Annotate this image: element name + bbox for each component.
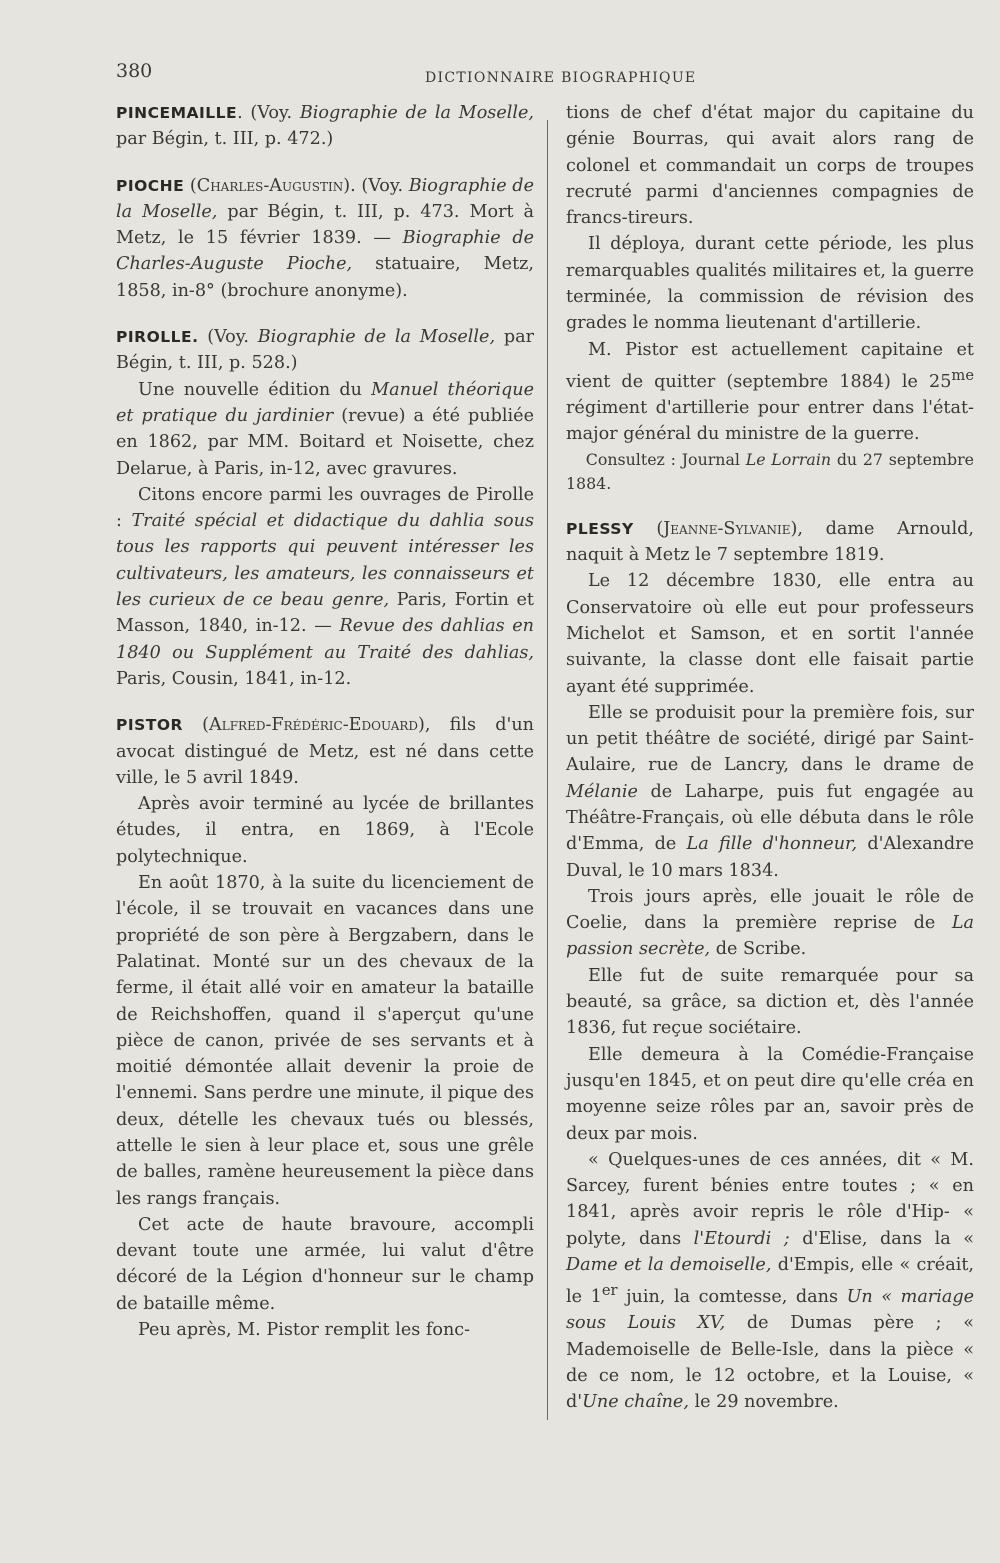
- paragraph: M. Pistor est actuellement capitaine et vient de quitter (septembre 1884) le $25^{me}$ régiment d'artillerie pour entrer dans l'état-major général du ministre de la guerre.: [566, 339, 974, 445]
- left-column: [116, 100, 534, 1343]
- column-divider: [547, 120, 548, 1420]
- paragraph: Une nouvelle édition du Manuel théorique et pratique du jardinier (revue) a été publiée en 1862, par MM. Boitard et Noisette, chez Delarue, à Paris, in-12, avec gravures.: [116, 379, 534, 479]
- paragraph: Le 12 décembre 1830, elle entra au Conservatoire où elle eut pour professeurs Michelot et Samson, et en sortit l'année suivante, la classe dont elle faisait partie ayant été supprimée.: [566, 571, 974, 697]
- headword: PIROLLE.: [116, 328, 199, 347]
- paragraph: tions de chef d'état major du capitaine du génie Bourras, qui avait alors rang de colonel et commandait un corps de troupes recruté parmi d'anciennes compagnies de francs-tireurs.: [566, 103, 974, 229]
- running-title: DICTIONNAIRE BIOGRAPHIQUE: [425, 70, 697, 86]
- entry-pistor: PISTOR (Alfred-Frédéric-Edouard), fils d'un avocat distingué de Metz, est né dans cette ville, le 5 avril 1849.: [116, 715, 534, 788]
- paragraph: Elle se produisit pour la première fois, sur un petit théâtre de société, dirigé par Saint-Aulaire, rue de Lancry, dans le drame de Mélanie de Laharpe, puis fut engagée au Théâtre-Français, où elle débuta dans le rôle d'Emma, de La fille d'honneur, d'Alexandre Duval, le 10 mars 1834.: [566, 702, 975, 881]
- right-column: [566, 100, 974, 1416]
- paragraph: Trois jours après, elle jouait le rôle de Coelie, dans la première reprise de La passion secrète, de Scribe.: [566, 886, 974, 960]
- consult-note: Consultez : Journal Le Lorrain du 27 septembre 1884.: [566, 449, 974, 493]
- paragraph: Elle fut de suite remarquée pour sa beauté, sa grâce, sa diction et, dès l'année 1836, fut reçue sociétaire.: [566, 965, 974, 1039]
- headword: PLESSY: [566, 519, 634, 538]
- entry-plessy: PLESSY (Jeanne-Sylvanie), dame Arnould, naquit à Metz le 7 septembre 1819.: [566, 518, 974, 566]
- entry-pincemaille: PINCEMAILLE. (Voy. Biographie de la Moselle, par Bégin, t. III, p. 472.): [116, 103, 534, 150]
- paragraph: Il déploya, durant cette période, les plus remarquables qualités militaires et, la guerre terminée, la commission de révision des grades le nomma lieutenant d'artillerie.: [566, 234, 974, 334]
- paragraph: En août 1870, à la suite du licenciement de l'école, il se trouvait en vacances dans une propriété de son père à Bergzabern, dans le Palatinat. Monté sur un des chevaux de la ferme, il était allé voir en amateur la bataille de Reichshoffen, quand il s'aperçut qu'une pièce de canon, privée de ses servants et à moitié démontée allait devenir la proie de l'ennemi. Sans perdre une minute, il pique des deux, dételle les chevaux tués ou blessés, attelle le sien à leur place et, sous une grêle de balles, ramène heureusement la pièce dans les rangs français.: [116, 873, 534, 1209]
- page-number: 380: [116, 60, 153, 82]
- headword: PIOCHE: [116, 176, 185, 195]
- paragraph: Après avoir terminé au lycée de brillantes études, il entra, en 1869, à l'Ecole polytechnique.: [116, 794, 534, 867]
- headword: PISTOR: [116, 716, 183, 735]
- entry-pioche: PIOCHE (Charles-Augustin). (Voy. Biographie de la Moselle, par Bégin, t. III, p. 473. Mort à Metz, le 15 février 1839. — Biographie de Charles-Auguste Pioche, statuaire, Metz, 1858, in-8° (brochure anonyme).: [116, 175, 534, 301]
- paragraph: Peu après, M. Pistor remplit les fonc-: [138, 1320, 471, 1341]
- paragraph: Elle demeura à la Comédie-Française jusqu'en 1845, et on peut dire qu'elle créa en moyenne seize rôles par an, savoir près de deux par mois.: [566, 1044, 974, 1144]
- entry-pirolle: PIROLLE. (Voy. Biographie de la Moselle, par Bégin, t. III, p. 528.): [116, 327, 534, 374]
- quotation: « Quelques-unes de ces années, dit « M. Sarcey, furent bénies entre toutes ; « en 1841, après avoir repris le rôle d'Hip- « polyte, dans l'Etourdi ; d'Elise, dans la « Dame et la demoiselle, d'Empis, elle « créait, le 1er juin, la comtesse, dans Un « mariage sous Louis XV, de Dumas père ; « Mademoiselle de Belle-Isle, dans la pièce « de ce nom, le 12 octobre, et la Louise, « d'Une chaîne, le 29 novembre.: [566, 1149, 975, 1413]
- headword: PINCEMAILLE: [116, 104, 238, 122]
- paragraph: Cet acte de haute bravoure, accompli devant toute une armée, lui valut d'être décoré de la Légion d'honneur sur le champ de bataille même.: [116, 1214, 534, 1314]
- paragraph: Citons encore parmi les ouvrages de Pirolle : Traité spécial et didactique du dahlia sous tous les rapports qui peuvent intéresser les cultivateurs, les amateurs, les connaisseurs et les curieux de ce beau genre, Paris, Fortin et Masson, 1840, in-12. — Revue des dahlias en 1840 ou Supplément au Traité des dahlias, Paris, Cousin, 1841, in-12.: [116, 484, 534, 689]
